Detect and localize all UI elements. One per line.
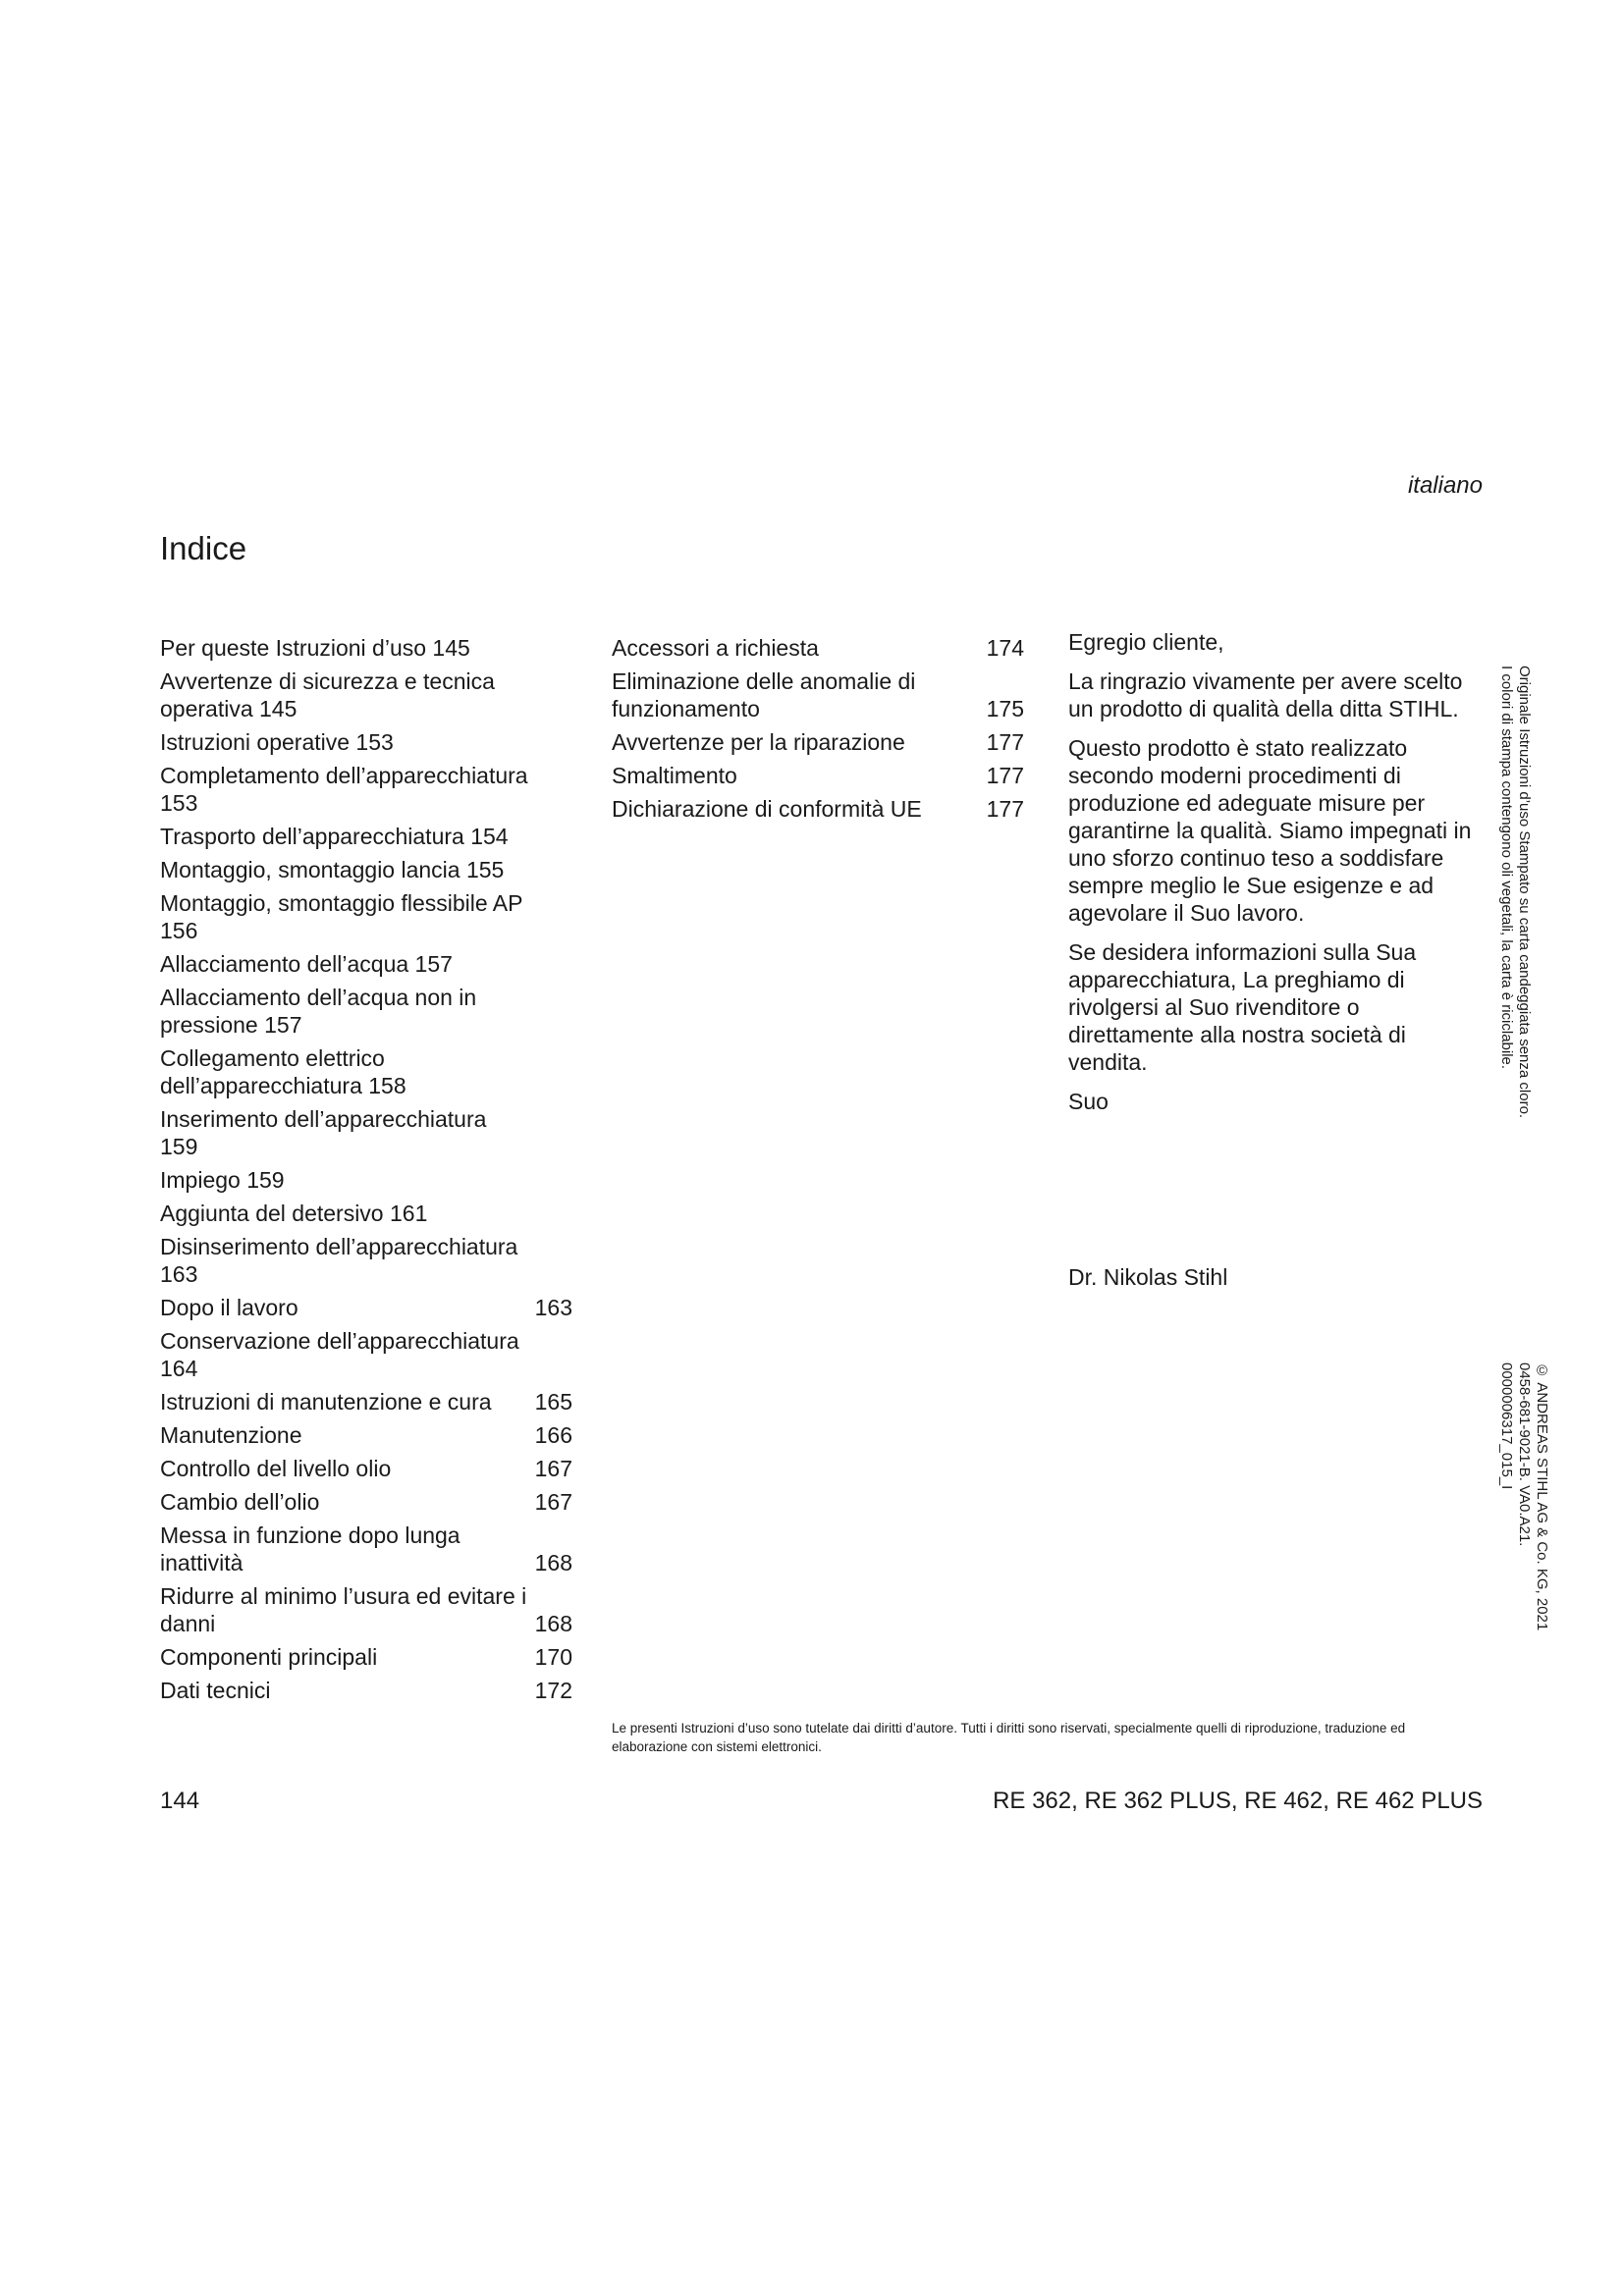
toc-entry[interactable]: [160, 762, 572, 817]
toc-entry[interactable]: [160, 1421, 572, 1449]
toc-entry[interactable]: [160, 728, 572, 756]
copyright-line: © ANDREAS STIHL AG & Co. KG, 2021: [1534, 1362, 1550, 1631]
toc-entry[interactable]: [160, 1233, 572, 1288]
toc-entry-label: Montaggio, smontaggio flessibile AP 156: [160, 890, 523, 943]
toc-entry[interactable]: [160, 856, 572, 883]
toc-entry[interactable]: [160, 950, 572, 978]
toc-entry-label: Smaltimento: [612, 763, 737, 788]
toc-entry-page: 174: [986, 635, 1024, 661]
toc-entry-page: 166: [534, 1422, 572, 1448]
print-info-line: I colori di stampa contengono oli vegetali, la carta è riciclabile.: [1498, 666, 1515, 1070]
toc-entry-page: 177: [986, 763, 1024, 788]
toc-entry-label: Componenti principali: [160, 1644, 378, 1670]
toc-entry-label: Eliminazione delle anomalie di funzionamento: [612, 668, 916, 721]
toc-entry-label: Istruzioni di manutenzione e cura: [160, 1389, 492, 1415]
toc-entry-label: Allacciamento dell’acqua non in pressione 157: [160, 985, 477, 1038]
toc-entry-label: Dati tecnici: [160, 1678, 271, 1703]
letter-closing: Suo: [1068, 1089, 1109, 1114]
toc-entry-label: Inserimento dell’apparecchiatura 159: [160, 1106, 487, 1159]
toc-entry-label: Per queste Istruzioni d’uso 145: [160, 635, 470, 661]
toc-entry[interactable]: [160, 1044, 572, 1099]
toc-entry-label: Dopo il lavoro: [160, 1295, 298, 1320]
toc-entry-label: Manutenzione: [160, 1422, 302, 1448]
toc-entry-label: Trasporto dell’apparecchiatura 154: [160, 824, 509, 849]
toc-entry-label: Collegamento elettrico dell’apparecchiatura 158: [160, 1045, 406, 1098]
print-info-vertical: [1497, 666, 1533, 1118]
toc-entry[interactable]: [160, 1522, 572, 1576]
toc-entry[interactable]: [612, 762, 1024, 789]
toc-entry-label: Completamento dell’apparecchiatura 153: [160, 763, 528, 816]
toc-entry[interactable]: [160, 889, 572, 944]
toc-entry-label: Conservazione dell’apparecchiatura 164: [160, 1328, 519, 1381]
toc-entry-label: Ridurre al minimo l’usura ed evitare i danni: [160, 1583, 527, 1636]
toc-entry[interactable]: [612, 634, 1024, 662]
toc-entry-label: Accessori a richiesta: [612, 635, 819, 661]
copyright-vertical: [1497, 1362, 1550, 1630]
toc-entry[interactable]: [160, 1327, 572, 1382]
letter-paragraph: La ringrazio vivamente per avere scelto un prodotto di qualità della ditta STIHL.: [1068, 668, 1463, 721]
toc-column-right: [612, 634, 1024, 828]
print-info-line: Originale Istruzioni d’uso Stampato su carta candeggiata senza cloro.: [1516, 666, 1533, 1119]
toc-entry-label: Aggiunta del detersivo 161: [160, 1201, 428, 1226]
copyright-notice: Le presenti Istruzioni d’uso sono tutelate dai diritti d’autore. Tutti i diritti sono riservati, specialmente quelli di riproduzione, traduzione ed elaborazione con sistemi elettronici.: [612, 1721, 1406, 1754]
toc-entry-page: 172: [534, 1678, 572, 1703]
toc-column-left: [160, 634, 572, 1710]
page-number: 144: [160, 1788, 200, 1814]
letter-paragraph: Questo prodotto è stato realizzato secondo moderni procedimenti di produzione ed adeguate misure per garantirne la qualità. Siamo impegnati in uno sforzo continuo teso a soddisfare sempre meglio le Sue esigenze e ad agevolare il Suo lavoro.: [1068, 735, 1472, 926]
toc-entry[interactable]: [160, 1200, 572, 1227]
toc-entry-label: Messa in funzione dopo lunga inattività: [160, 1522, 460, 1575]
page-title: Indice: [160, 530, 247, 566]
toc-entry[interactable]: [160, 823, 572, 850]
toc-entry[interactable]: [160, 984, 572, 1039]
toc-entry[interactable]: [160, 1488, 572, 1516]
toc-entry-label: Controllo del livello olio: [160, 1456, 392, 1481]
toc-entry[interactable]: [612, 728, 1024, 756]
letter-greeting: Egregio cliente,: [1068, 629, 1224, 655]
toc-entry[interactable]: [160, 1455, 572, 1482]
toc-entry-label: Dichiarazione di conformità UE: [612, 796, 922, 822]
toc-entry-label: Impiego 159: [160, 1167, 285, 1193]
toc-entry-page: 167: [534, 1489, 572, 1515]
toc-entry[interactable]: [160, 1643, 572, 1671]
toc-entry-label: Avvertenze di sicurezza e tecnica operativa 145: [160, 668, 495, 721]
doc-number-line: 0458-681-9021-B. VA0.A21.: [1516, 1362, 1533, 1547]
toc-entry-page: 167: [534, 1456, 572, 1481]
toc-entry[interactable]: [160, 1294, 572, 1321]
letter-signature: Dr. Nikolas Stihl: [1068, 1264, 1228, 1290]
toc-entry-label: Istruzioni operative 153: [160, 729, 394, 755]
toc-entry[interactable]: [160, 1105, 572, 1160]
toc-entry-label: Cambio dell’olio: [160, 1489, 320, 1515]
letter-paragraph: Se desidera informazioni sulla Sua apparecchiatura, La preghiamo di rivolgersi al Suo rivenditore o direttamente alla nostra società di vendita.: [1068, 939, 1417, 1075]
toc-entry-label: Allacciamento dell’acqua 157: [160, 951, 453, 977]
toc-entry[interactable]: [160, 667, 572, 722]
toc-entry-label: Avvertenze per la riparazione: [612, 729, 905, 755]
toc-entry-page: 177: [986, 796, 1024, 822]
toc-entry-page: 177: [986, 729, 1024, 755]
toc-entry-label: Disinserimento dell’apparecchiatura 163: [160, 1234, 518, 1287]
toc-entry-page: 168: [534, 1550, 572, 1575]
toc-entry[interactable]: [160, 1677, 572, 1704]
toc-entry-page: 163: [534, 1295, 572, 1320]
toc-entry[interactable]: [160, 1166, 572, 1194]
toc-entry-page: 175: [986, 696, 1024, 721]
toc-entry-label: Montaggio, smontaggio lancia 155: [160, 857, 505, 882]
toc-entry-page: 165: [534, 1389, 572, 1415]
toc-entry-page: 170: [534, 1644, 572, 1670]
toc-entry[interactable]: [612, 667, 1024, 722]
toc-entry[interactable]: [160, 634, 572, 662]
model-label: RE 362, RE 362 PLUS, RE 462, RE 462 PLUS: [993, 1788, 1483, 1814]
toc-entry-page: 168: [534, 1611, 572, 1636]
toc-entry[interactable]: [160, 1582, 572, 1637]
language-label: italiano: [1407, 472, 1483, 499]
doc-id-line: 0000006317_015_I: [1498, 1362, 1515, 1490]
toc-entry[interactable]: [160, 1388, 572, 1415]
welcome-letter: [1068, 628, 1490, 1127]
toc-entry[interactable]: [612, 795, 1024, 823]
